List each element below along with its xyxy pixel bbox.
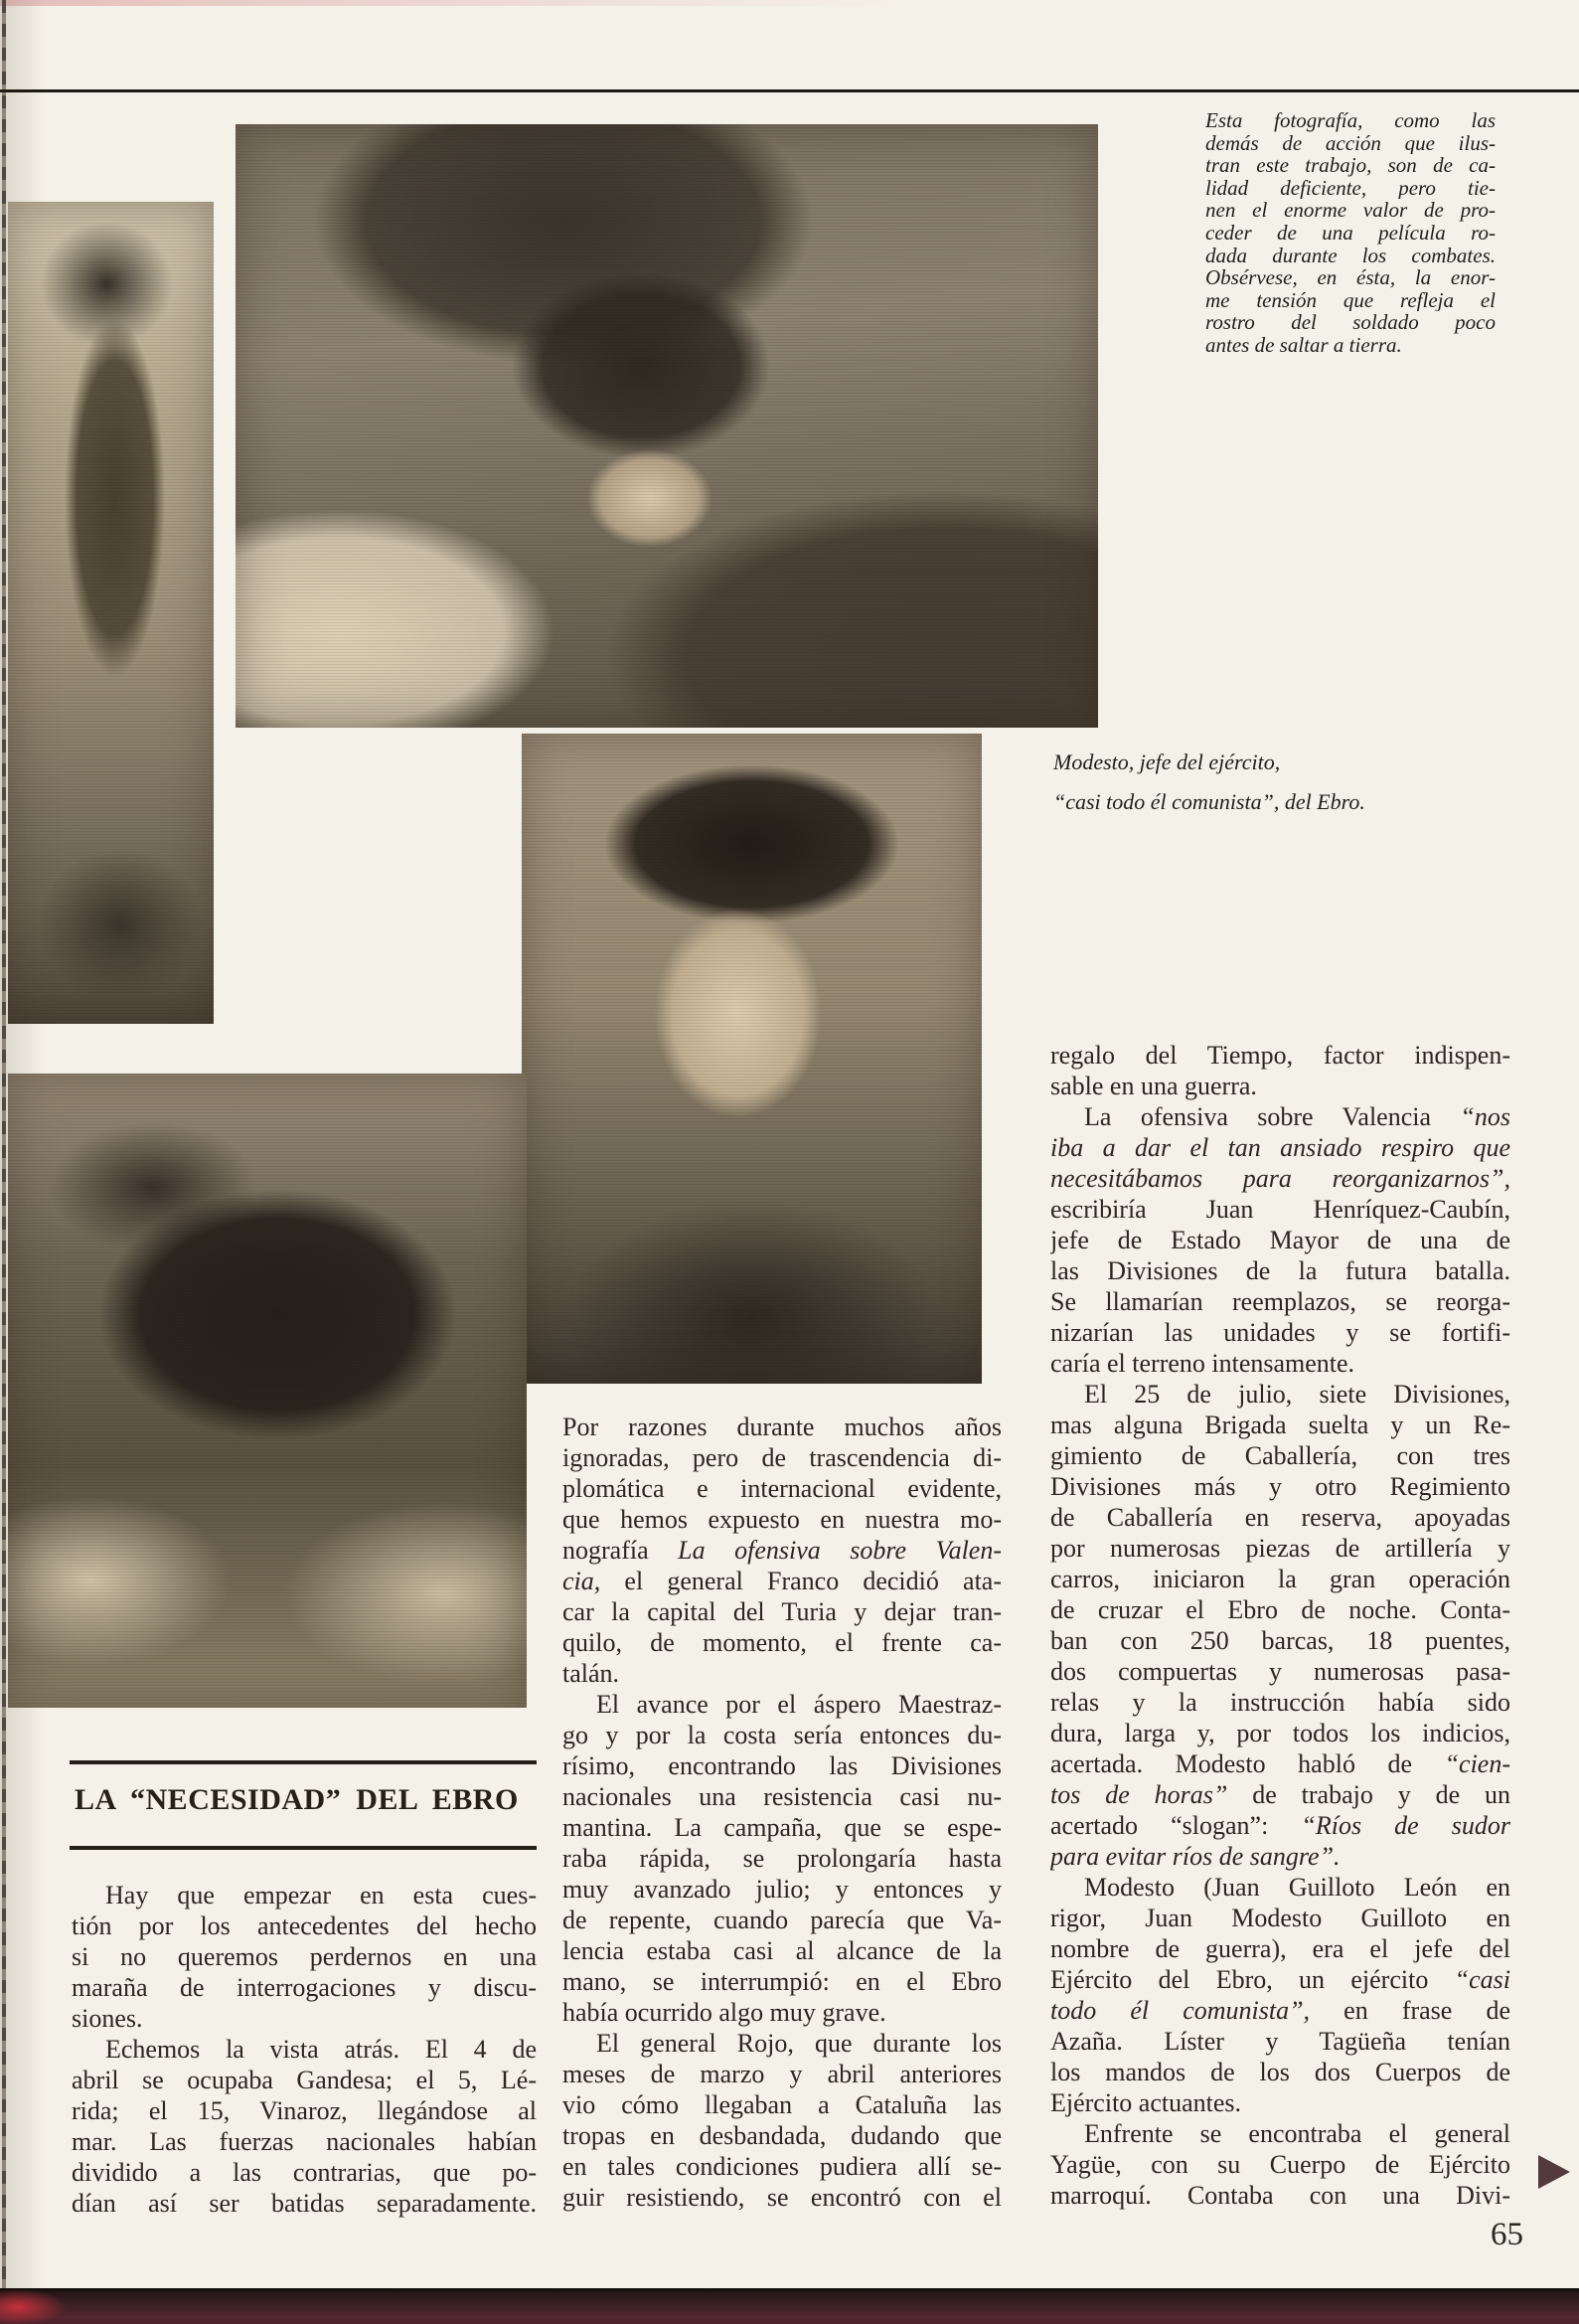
- text-line: mano, se interrumpió: en el Ebro: [562, 1967, 1002, 1996]
- text-line: Por razones durante muchos años: [562, 1412, 1002, 1441]
- text-line: nacionales una resistencia casi nu-: [562, 1782, 1002, 1811]
- text-line: gimiento de Caballería, con tres: [1050, 1441, 1510, 1470]
- text-line: go y por la costa sería entonces du-: [562, 1721, 1002, 1749]
- text-line: dían así ser batidas separadamente.: [72, 2189, 537, 2218]
- text-line: rida; el 15, Vinaroz, llegándose al: [72, 2096, 537, 2125]
- text-line: talán.: [562, 1659, 620, 1688]
- text-line: acertada. Modesto habló de “cien-: [1050, 1749, 1510, 1778]
- text-line: Obsérvese, en ésta, la enor-: [1205, 266, 1496, 289]
- text-line: los mandos de los dos Cuerpos de: [1050, 2058, 1510, 2086]
- text-line: sable en una guerra.: [1050, 1072, 1257, 1100]
- photo-modesto-portrait: [522, 734, 982, 1384]
- text-line: mas alguna Brigada suelta y un Re-: [1050, 1411, 1510, 1439]
- text-line: por numerosas piezas de artillería y: [1050, 1534, 1510, 1563]
- text-line: ceder de una película ro-: [1205, 221, 1496, 245]
- text-line: mar. Las fuerzas nacionales habían: [72, 2127, 537, 2156]
- text-line: demás de acción que ilus-: [1205, 131, 1496, 155]
- text-line: rísimo, encontrando las Divisiones: [562, 1751, 1002, 1780]
- text-line: Enfrente se encontraba el general: [1084, 2119, 1510, 2148]
- text-line: todo él comunista”, en frase de: [1050, 1996, 1510, 2025]
- text-line: Se llamarían reemplazos, se reorga-: [1050, 1287, 1510, 1316]
- text-line: Modesto, jefe del ejército,: [1053, 749, 1281, 774]
- column-middle: [562, 1411, 1002, 2213]
- text-line: que hemos expuesto en nuestra mo-: [562, 1505, 1002, 1534]
- text-line: La ofensiva sobre Valencia “nos: [1084, 1102, 1510, 1131]
- text-line: escribiría Juan Henríquez-Caubín,: [1050, 1195, 1510, 1224]
- text-line: ban con 250 barcas, 18 puentes,: [1050, 1626, 1510, 1655]
- text-line: El avance por el áspero Maestraz-: [596, 1690, 1002, 1719]
- scan-top-tint: [0, 0, 894, 6]
- text-line: lencia estaba casi al alcance de la: [562, 1936, 1002, 1965]
- text-line: cia, el general Franco decidió ata-: [562, 1567, 1002, 1595]
- photo-cavalry-river: [8, 1074, 527, 1708]
- text-line: El 25 de julio, siete Divisiones,: [1084, 1380, 1510, 1409]
- text-line: marroquí. Contaba con una Divi-: [1050, 2181, 1510, 2210]
- text-line: mantina. La campaña, que se espe-: [562, 1813, 1002, 1842]
- text-line: Divisiones más y otro Regimiento: [1050, 1472, 1510, 1501]
- text-line: había ocurrido algo muy grave.: [562, 1998, 886, 2027]
- photo-caption-top: [1205, 109, 1496, 357]
- text-line: de repente, cuando parecía que Va-: [562, 1906, 1002, 1934]
- text-line: Yagüe, con su Cuerpo de Ejército: [1050, 2150, 1510, 2179]
- text-line: Azaña. Líster y Tagüeña tenían: [1050, 2027, 1510, 2056]
- photo-soldier-ruins: [8, 202, 214, 1024]
- text-line: tos de horas” de trabajo y de un: [1050, 1780, 1510, 1809]
- heading-rule-top: [70, 1760, 537, 1764]
- text-line: Hay que empezar en esta cues-: [105, 1881, 537, 1909]
- text-line: abril se ocupaba Gandesa; el 5, Lé-: [72, 2066, 537, 2094]
- text-line: acertado “slogan”: “Ríos de sudor: [1050, 1811, 1510, 1840]
- text-line: me tensión que refleja el: [1205, 288, 1496, 312]
- text-line: dividido a las contrarias, que po-: [72, 2158, 537, 2187]
- text-line: car la capital del Turia y dejar tran-: [562, 1597, 1002, 1626]
- text-line: dada durante los combates.: [1205, 244, 1496, 267]
- text-line: necesitábamos para reorganizarnos”,: [1050, 1164, 1510, 1193]
- top-rule: [0, 89, 1579, 92]
- photo-caption-modesto: [1053, 743, 1471, 822]
- text-line: nombre de guerra), era el jefe del: [1050, 1934, 1510, 1963]
- text-line: nen el enorme valor de pro-: [1205, 199, 1496, 222]
- text-line: lidad deficiente, pero tie-: [1205, 176, 1496, 200]
- section-heading: LA “NECESIDAD” DEL EBRO: [75, 1783, 519, 1816]
- column-left: [72, 1880, 537, 2219]
- text-line: muy avanzado julio; y entonces y: [562, 1875, 1002, 1904]
- text-line: ignoradas, pero de trascendencia di-: [562, 1443, 1002, 1472]
- text-line: nizarían las unidades y se fortifi-: [1050, 1318, 1510, 1347]
- text-line: guir resistiendo, se encontró con el: [562, 2183, 1002, 2212]
- text-line: tran este trabajo, son de ca-: [1205, 154, 1496, 177]
- text-line: nografía La ofensiva sobre Valen-: [562, 1536, 1002, 1565]
- text-line: dos compuertas y numerosas pasa-: [1050, 1657, 1510, 1686]
- text-line: raba rápida, se prolongaría hasta: [562, 1844, 1002, 1873]
- text-line: tión por los antecedentes del hecho: [72, 1911, 537, 1940]
- text-line: Modesto (Juan Guilloto León en: [1084, 1873, 1510, 1902]
- text-line: relas y la instrucción había sido: [1050, 1688, 1510, 1717]
- text-line: plomática e internacional evidente,: [562, 1474, 1002, 1503]
- scan-bottom-bar: [0, 2288, 1579, 2324]
- text-line: rigor, Juan Modesto Guilloto en: [1050, 1904, 1510, 1932]
- text-line: en tales condiciones pudiera allí se-: [562, 2152, 1002, 2181]
- page-number: 65: [1491, 2217, 1523, 2252]
- text-line: vio cómo llegaban a Cataluña las: [562, 2090, 1002, 2119]
- text-line: regalo del Tiempo, factor indispen-: [1050, 1041, 1510, 1070]
- text-line: maraña de interrogaciones y discu-: [72, 1973, 537, 2002]
- text-line: Echemos la vista atrás. El 4 de: [105, 2035, 537, 2064]
- text-line: El general Rojo, que durante los: [596, 2029, 1002, 2058]
- text-line: para evitar ríos de sangre”.: [1050, 1842, 1341, 1871]
- text-line: las Divisiones de la futura batalla.: [1050, 1256, 1510, 1285]
- text-line: siones.: [72, 2004, 143, 2033]
- text-line: tropas en desbandada, dudando que: [562, 2121, 1002, 2150]
- text-line: Ejército del Ebro, un ejército “casi: [1050, 1965, 1510, 1994]
- text-line: Ejército actuantes.: [1050, 2088, 1242, 2117]
- text-line: dura, larga y, por todos los indicios,: [1050, 1719, 1510, 1747]
- photo-soldier-boat: [236, 124, 1098, 728]
- heading-rule-bottom: [70, 1846, 537, 1850]
- text-line: meses de marzo y abril anteriores: [562, 2060, 1002, 2088]
- text-line: carros, iniciaron la gran operación: [1050, 1565, 1510, 1593]
- column-right: [1050, 1040, 1510, 2211]
- text-line: Esta fotografía, como las: [1205, 109, 1496, 132]
- text-line: de cruzar el Ebro de noche. Conta-: [1050, 1595, 1510, 1624]
- text-line: si no queremos perdernos en una: [72, 1942, 537, 1971]
- text-line: “casi todo él comunista”, del Ebro.: [1053, 789, 1365, 814]
- text-line: caría el terreno intensamente.: [1050, 1349, 1355, 1378]
- text-line: quilo, de momento, el frente ca-: [562, 1628, 1002, 1657]
- text-line: iba a dar el tan ansiado respiro que: [1050, 1133, 1510, 1162]
- text-line: antes de saltar a tierra.: [1205, 333, 1402, 357]
- text-line: jefe de Estado Mayor de una de: [1050, 1226, 1510, 1254]
- continuation-arrow-icon: [1538, 2155, 1570, 2189]
- text-line: de Caballería en reserva, apoyadas: [1050, 1503, 1510, 1532]
- text-line: rostro del soldado poco: [1205, 311, 1496, 334]
